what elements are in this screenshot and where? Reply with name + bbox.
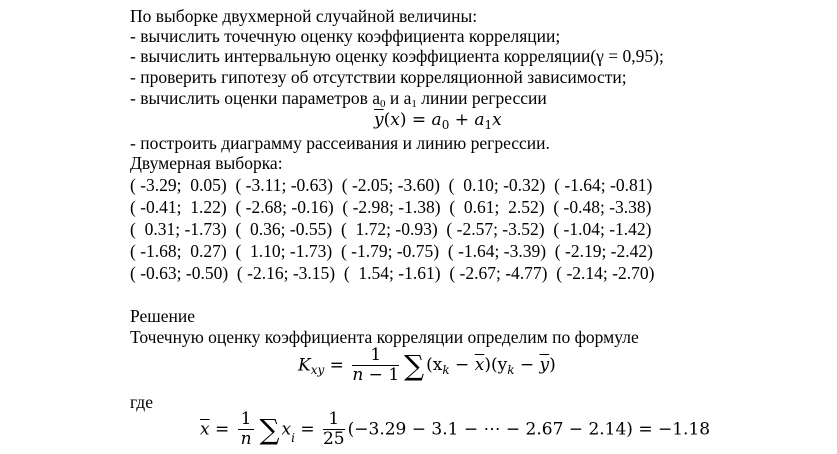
corr-ybar: $\overline{y}$ — [539, 354, 550, 375]
corr-body — [426, 355, 556, 375]
xbar-term: x — [281, 419, 292, 440]
point-estimate-text: Точечную оценку коэффициента корреляции определим по формуле — [130, 327, 639, 347]
task-item-plot: - построить диаграмму рассеивания и линию регрессии. — [130, 133, 550, 153]
regression-plus: + — [449, 110, 475, 130]
corr-frac-den — [352, 366, 399, 385]
solution-heading: Решение — [130, 306, 196, 326]
xbar-frac-num: 1 — [238, 410, 255, 430]
xbar-frac-den: n — [240, 429, 252, 449]
corr-frac-den-rest: − 1 — [363, 365, 400, 385]
corr-close: ) — [549, 354, 556, 375]
sample-row-2: ( -0.41; 1.22) ( -2.68; -0.16) ( -2.98; -1.38) ( 0.61; 2.52) ( -0.48; -3.38) — [130, 197, 652, 217]
task-item-hypothesis: - проверить гипотезу об отсутствии корреляционной зависимости; — [130, 67, 627, 87]
regression-sub1: 1 — [484, 118, 493, 132]
regression-sub0: 0 — [441, 118, 450, 132]
regression-equals: = — [406, 110, 432, 130]
params-sub1: 1 — [411, 98, 417, 110]
corr-mid: )(y — [484, 354, 508, 375]
corr-frac-den-n: n — [352, 365, 364, 385]
xbar-expression: (−3.29 − 3.1 − ⋯ − 2.67 − 2.14) = −1.18 — [347, 419, 711, 440]
corr-minus1: − — [449, 354, 475, 375]
xbar-term-sub: i — [291, 431, 295, 445]
params-mid: и a — [385, 88, 412, 108]
xbar-lhs: $\overline{x}$ — [200, 419, 210, 440]
correlation-formula — [298, 346, 556, 385]
xbar-frac2-num: 1 — [323, 410, 345, 430]
xbar-equals2: = — [294, 419, 320, 440]
regression-x: x — [492, 110, 502, 130]
corr-lhs: K — [298, 355, 311, 376]
corr-minus2: − — [514, 354, 540, 375]
sample-row-1: ( -3.29; 0.05) ( -3.11; -0.63) ( -2.05; -3.60) ( 0.10; -0.32) ( -1.64; -0.81) — [130, 175, 653, 195]
sample-row-5: ( -0.63; -0.50) ( -2.16; -3.15) ( 1.54; -1.61) ( -2.67; -4.77) ( -2.14; -2.70) — [130, 263, 655, 283]
task-intro: По выборке двухмерной случайной величины: — [130, 6, 478, 26]
task-item-point-estimate: - вычислить точечную оценку коэффициента корреляции; — [130, 26, 561, 46]
corr-frac-num: 1 — [352, 346, 399, 366]
xbar-sum-symbol: ∑ — [259, 412, 280, 446]
xbar-fraction2 — [323, 410, 345, 449]
xbar-fraction — [238, 410, 255, 449]
regression-paren-close: ) — [399, 110, 407, 130]
regression-formula — [374, 110, 502, 132]
params-prefix: - вычислить оценки параметров a — [130, 88, 381, 108]
task-item-interval-estimate: - вычислить интервальную оценку коэффициента корреляции(γ = 0,95); — [130, 46, 664, 66]
corr-body-open: (x — [426, 354, 443, 375]
regression-a1: a — [474, 110, 485, 130]
corr-xbar: $\overline{x}$ — [474, 354, 485, 375]
xbar-formula — [200, 410, 710, 449]
corr-equals: = — [324, 355, 350, 376]
sample-row-4: ( -1.68; 0.27) ( 1.10; -1.73) ( -1.79; -0.75) ( -1.64; -3.39) ( -2.19; -2.42) — [130, 241, 653, 261]
corr-k1: k — [442, 362, 450, 377]
regression-a0: a — [431, 110, 442, 130]
params-suffix: линии регрессии — [416, 88, 547, 108]
regression-arg: x — [390, 110, 400, 130]
corr-lhs-sub: xy — [310, 363, 325, 377]
corr-sum-symbol: ∑ — [404, 348, 425, 382]
corr-fraction — [352, 346, 399, 385]
where-label: где — [130, 392, 153, 412]
params-sub0: 0 — [380, 98, 386, 110]
xbar-frac2-den: 25 — [322, 429, 345, 449]
sample-heading: Двумерная выборка: — [130, 153, 283, 173]
regression-lhs: $\overline{y}$ — [374, 110, 384, 130]
corr-k2: k — [507, 362, 515, 377]
xbar-equals: = — [209, 419, 235, 440]
sample-row-3: ( 0.31; -1.73) ( 0.36; -0.55) ( 1.72; -0.93) ( -2.57; -3.52) ( -1.04; -1.42) — [130, 219, 652, 239]
regression-paren-open: ( — [383, 110, 391, 130]
